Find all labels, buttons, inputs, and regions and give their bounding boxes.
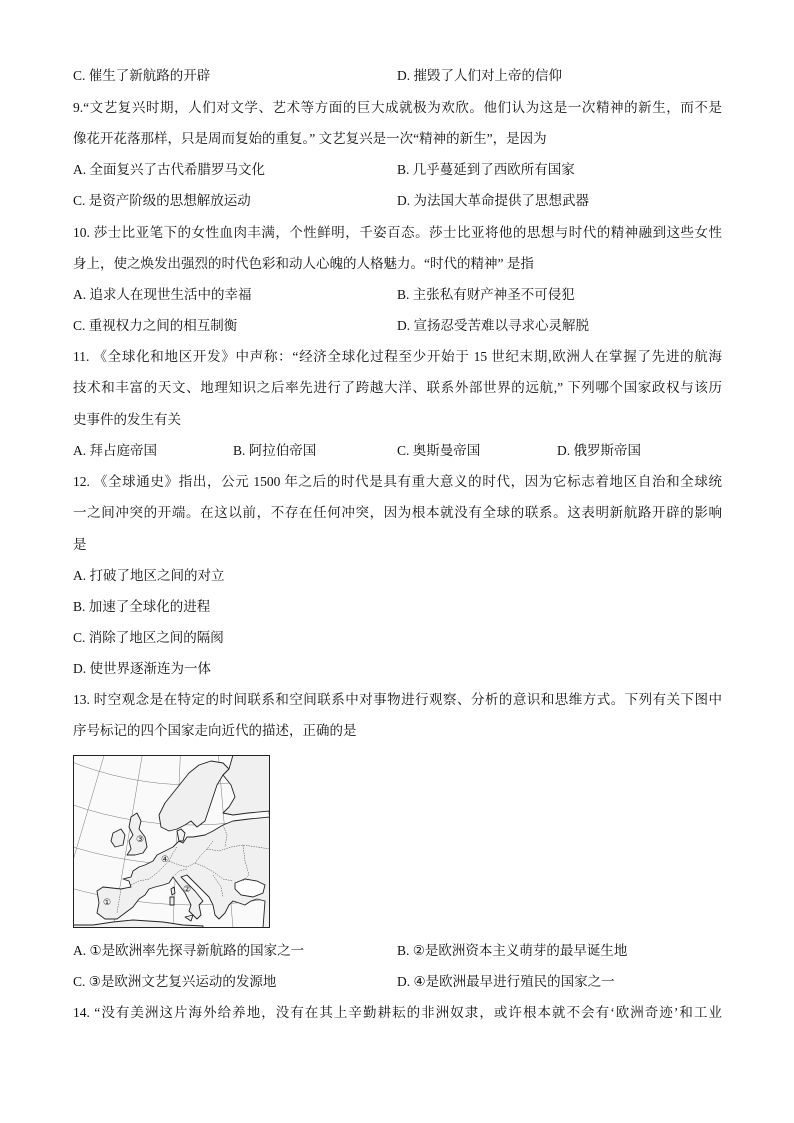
q10-option-b: B. 主张私有财产神圣不可侵犯	[397, 287, 575, 302]
q12-stem-line-2: 一之间冲突的开端。在这以前，不存在任何冲突，因为根本就没有全球的联系。这表明新航路开辟的影响	[73, 505, 722, 520]
map-marker-1: ①	[103, 898, 112, 908]
q9-option-d: D. 为法国大革命提供了思想武器	[397, 193, 589, 208]
map-marker-2: ②	[183, 885, 192, 895]
q9-stem-line-1: 9.“文艺复兴时期，人们对文学、艺术等方面的巨大成就极为欢欣。他们认为这是一次精神的新生，而不是	[73, 100, 722, 115]
q11-option-a: A. 拜占庭帝国	[73, 443, 157, 458]
q12-stem-line-3: 是	[73, 537, 87, 552]
q13-option-d: D. ④是欧洲最早进行殖民的国家之一	[397, 974, 615, 989]
q13-stem-line-1: 13. 时空观念是在特定的时间联系和空间联系中对事物进行观察、分析的意识和思维方式。下列有关下图中	[73, 692, 722, 707]
q12-option-d: D. 使世界逐渐连为一体	[73, 661, 211, 676]
q9-option-b: B. 几乎蔓延到了西欧所有国家	[397, 162, 575, 177]
q12-option-a: A. 打破了地区之间的对立	[73, 568, 225, 583]
q11-option-c: C. 奥斯曼帝国	[397, 443, 481, 458]
q9-stem-line-2: 像花开花落那样，只是周而复始的重复。” 文艺复兴是一次“精神的新生”，是因为	[73, 131, 547, 146]
q9-option-a: A. 全面复兴了古代希腊罗马文化	[73, 162, 265, 177]
q13-option-c: C. ③是欧洲文艺复兴运动的发源地	[73, 974, 277, 989]
europe-map	[73, 755, 270, 928]
q13-stem-line-2: 序号标记的四个国家走向近代的描述，正确的是	[73, 723, 357, 738]
q10-option-c: C. 重视权力之间的相互制衡	[73, 318, 238, 333]
q11-stem-line-1: 11. 《全球化和地区开发》中声称：“经济全球化过程至少开始于 15 世纪末期,欧洲人在掌握了先进的航海	[73, 349, 722, 364]
q11-stem-line-2: 技术和丰富的天文、地理知识之后率先进行了跨越大洋、联系外部世界的远航,” 下列哪个国家政权与该历	[73, 380, 722, 395]
map-marker-3: ③	[136, 835, 145, 845]
q13-option-b: B. ②是欧洲资本主义萌芽的最早诞生地	[397, 943, 628, 958]
q10-stem-line-1: 10. 莎士比亚笔下的女性血肉丰满，个性鲜明，千姿百态。莎士比亚将他的思想与时代的精神融到这些女性	[73, 225, 722, 240]
q12-stem-line-1: 12. 《全球通史》指出，公元 1500 年之后的时代是具有重大意义的时代，因为它标志着地区自治和全球统	[73, 474, 722, 489]
q9-option-c: C. 是资产阶级的思想解放运动	[73, 193, 251, 208]
q13-option-a: A. ①是欧洲率先探寻新航路的国家之一	[73, 943, 305, 958]
q10-stem-line-2: 身上，使之焕发出强烈的时代色彩和动人心魄的人格魅力。“时代的精神” 是指	[73, 256, 534, 271]
q11-stem-line-3: 史事件的发生有关	[73, 412, 181, 427]
q8-option-c: C. 催生了新航路的开辟	[73, 68, 211, 83]
q10-option-d: D. 宣扬忍受苦难以寻求心灵解脱	[397, 318, 589, 333]
q12-option-b: B. 加速了全球化的进程	[73, 599, 211, 614]
q11-option-d: D. 俄罗斯帝国	[557, 443, 641, 458]
q8-option-d: D. 摧毁了人们对上帝的信仰	[397, 68, 562, 83]
map-marker-4: ④	[161, 855, 170, 865]
q11-option-b: B. 阿拉伯帝国	[233, 443, 317, 458]
q10-option-a: A. 追求人在现世生活中的幸福	[73, 287, 252, 302]
q14-stem-line-1: 14. “没有美洲这片海外给养地，没有在其上辛勤耕耘的非洲奴隶，或许根本就不会有‘欧洲奇迹’和工业	[73, 1005, 722, 1020]
q12-option-c: C. 消除了地区之间的隔阂	[73, 630, 224, 645]
